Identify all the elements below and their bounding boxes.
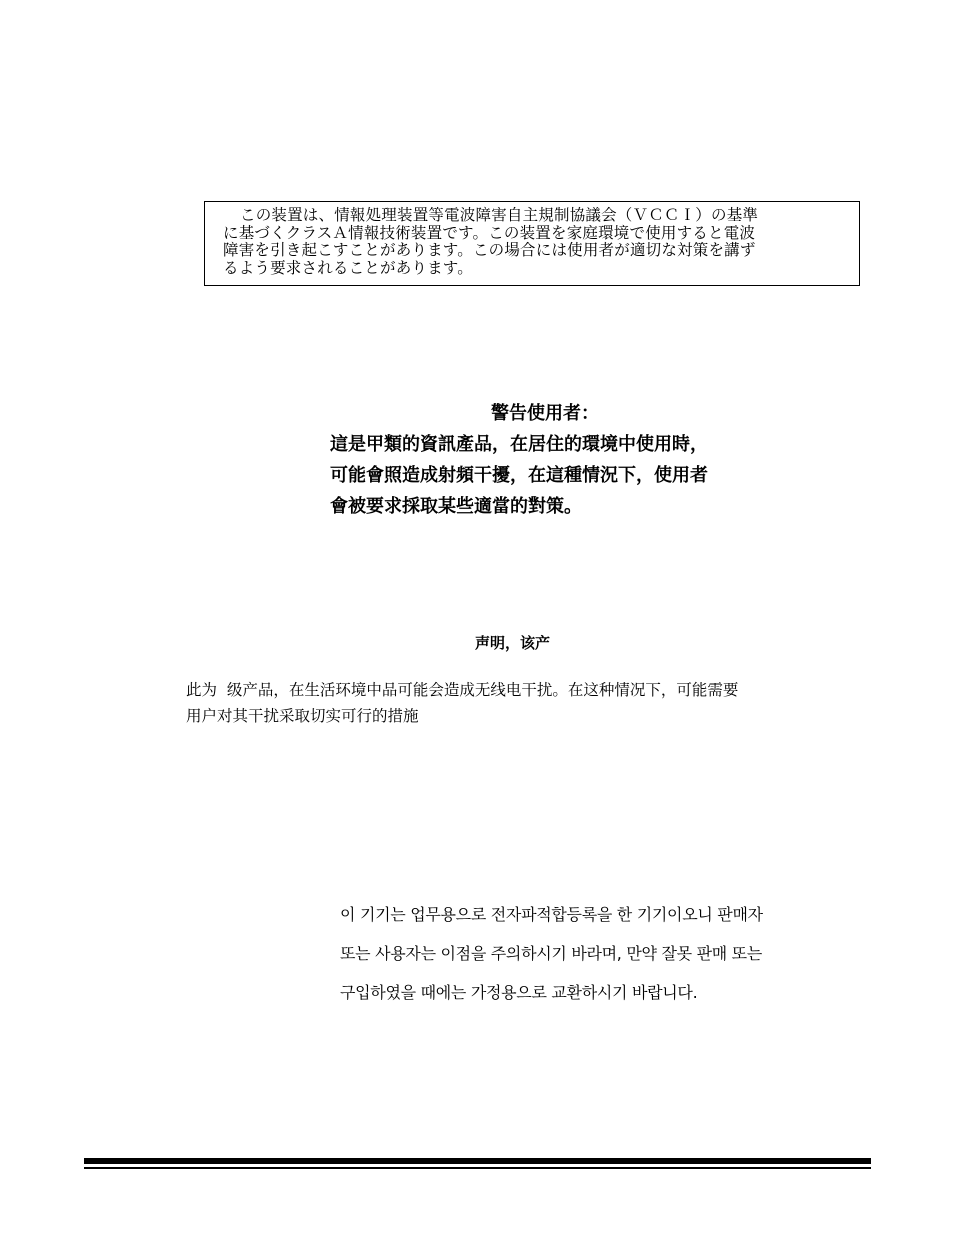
china-statement-line: 用户对其干扰采取切实可行的措施 bbox=[186, 707, 419, 725]
taiwan-warning-title: 警告使用者： bbox=[491, 403, 599, 424]
korea-notice-line: 이 기기는 업무용으로 전자파적합등록을 한 기기이오니 판매자 bbox=[340, 905, 763, 924]
footer-rule-thin bbox=[84, 1167, 871, 1169]
taiwan-warning-line: 可能會照造成射頻干擾，在這種情況下，使用者 bbox=[330, 465, 708, 486]
footer-rule-thick bbox=[84, 1158, 871, 1164]
korea-notice-line: 또는 사용자는 이점을 주의하시기 바라며, 만약 잘못 판매 또는 bbox=[340, 944, 762, 963]
vcci-notice-line: この装置は、情報処理装置等電波障害自主規制協議会（ＶＣＣＩ）の基準 bbox=[240, 206, 759, 224]
korea-notice-line: 구입하였을 때에는 가정용으로 교환하시기 바랍니다. bbox=[340, 983, 698, 1002]
china-statement-line: 此为 级产品，在生活环境中品可能会造成无线电干扰。在这种情况下，可能需要 bbox=[186, 681, 739, 699]
vcci-notice-box bbox=[204, 201, 860, 286]
vcci-notice-line: 障害を引き起こすことがあります。この場合には使用者が適切な対策を講ず bbox=[223, 241, 756, 259]
taiwan-warning-line: 會被要求採取某些適當的對策。 bbox=[330, 496, 582, 517]
taiwan-warning-line: 這是甲類的資訊產品，在居住的環境中使用時， bbox=[330, 434, 708, 455]
vcci-notice-line: るよう要求されることがあります。 bbox=[223, 258, 473, 277]
vcci-notice-line: に基づくクラスＡ情報技術装置です。この装置を家庭環境で使用すると電波 bbox=[223, 223, 756, 242]
china-statement-title: 声明，该产 bbox=[475, 634, 551, 652]
